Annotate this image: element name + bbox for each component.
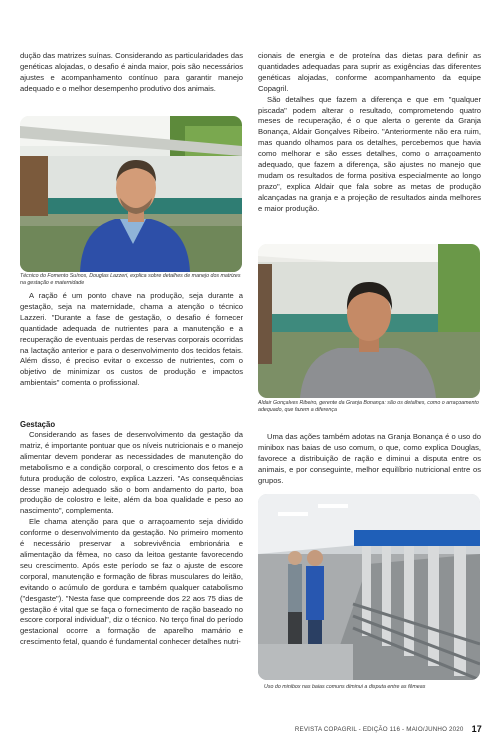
paragraph: dução das matrizes suínas. Considerando as particularidades das genéticas alojadas, o desafio é ainda maior, pois são necessários ajustes e acompanhamento contínuo para garantir manejo adequado e o melhor desempenho produtivo dos animais. [20, 51, 243, 93]
right-column-top [258, 51, 481, 215]
right-column-middle [258, 432, 481, 487]
paragraph: Considerando as fases de desenvolvimento da gestação da matriz, é importante pontuar que os níveis nutricionais e o manejo alimentar devem ponderar as necessidades de manutenção do metabolismo e a condição corporal, o crescimento dos fetos e a futura produção de colostro, explica Lazzeri. "As consequências desse manejo adequado são o bom andamento do parto, boa produção de colostro e leite, além da boa qualidade e peso ao nascimento", complementa. [20, 430, 243, 516]
paragraph: São detalhes que fazem a diferença e que em "qualquer piscada" podem alterar o resultado, comprometendo quatro meses de recuperação, é o que alerta o gerente da Granja Bonança, Aldair Gonçalves Ribeiro. "Anteriormente não era ruim, mas quando olhamos para os detalhes, percebemos que havia como melhorar e são esses detalhes, como o arraçoamento adequado, que fazem a diferença, são ajustes no manejo que mudam os resultados de forma positiva especialmente ao longo prazo", explica Aldair que fala sobre as metas de produção alcançadas na granja e a projeção de resultados ainda melhores e maior produção. [258, 94, 481, 213]
left-column-top [20, 51, 243, 95]
left-column-middle [20, 291, 243, 389]
section-heading: Gestação [20, 420, 56, 429]
paragraph: Uma das ações também adotas na Granja Bonança é o uso do minibox nas baias de uso comum, o que, como explica Douglas, favorece a distribuição de ração e diminui a disputa entre os animais, e por conseguinte, melhor equilíbrio nutricional entre os grupos. [258, 432, 481, 485]
photo1-caption: Técnico do Fomento Suínos, Douglas Lazzeri, explica sobre detalhes de manejo dos matrizes na gestação e maternidade [20, 273, 241, 286]
photo-minibox-stalls [258, 494, 480, 680]
photo2-caption: Aldair Gonçalves Ribeiro, gerente da Granja Bonança: são os detalhes, como o arraçoamento adequado, que fazem a diferença [258, 400, 479, 413]
page-footer [295, 724, 482, 734]
publication-info: REVISTA COPAGRIL - EDIÇÃO 116 - MAIO/JUNHO 2020 [294, 725, 464, 733]
photo-douglas-lazzeri [20, 116, 242, 272]
paragraph: cionais de energia e de proteína das dietas para definir as quantidades adequadas para suprir as exigências das diferentes genéticas alojadas, conforme acompanhamento da equipe Copagril. [258, 51, 481, 93]
page-number: 17 [471, 724, 482, 734]
paragraph: A ração é um ponto chave na produção, seja durante a gestação, seja na maternidade, chama a atenção o técnico Lazzeri. "Durante a fase de gestação, o desafio é fornecer quantidade adequada de nutrientes para a manutenção e a recuperação de eventuais perdas de reservas corporais ocorridas na lactação anterior e para o desenvolvimento dos tecidos fetais. Além disso, é preciso evitar o excesso de nutrientes, com o objetivo de minimizar os custos de produção e impactos ambientais" comenta o profissional. [20, 291, 243, 388]
left-column-bottom [20, 419, 243, 648]
paragraph: Ele chama atenção para que o arraçoamento seja dividido conforme o desenvolvimento da gestação. No primeiro momento é necessário preservar a sobrevivência embrionária e alimentação da fêmea, no caso da leitoa gestante favorecendo seu crescimento. Após este período se faz o ajuste de escore corporal, manutenção e formação de fibras musculares do leitão, evitando o acúmulo de gordura e também qualquer catabolismo ("desgaste"). "Nesta fase que compreende dos 22 aos 75 dias de gestação é vital que se faça o fornecimento de ração baseado no escore corporal individual", diz o técnico. No terço final do período gestacional ocorre a formação de aparelho mamário e crescimento fetal, quando é fundamental conhecer detalhes nutri- [20, 517, 243, 647]
photo3-caption: Uso do minibox nas baias comuns diminui a disputa entre as fêmeas [264, 684, 426, 690]
photo-aldair-ribeiro [258, 244, 480, 398]
